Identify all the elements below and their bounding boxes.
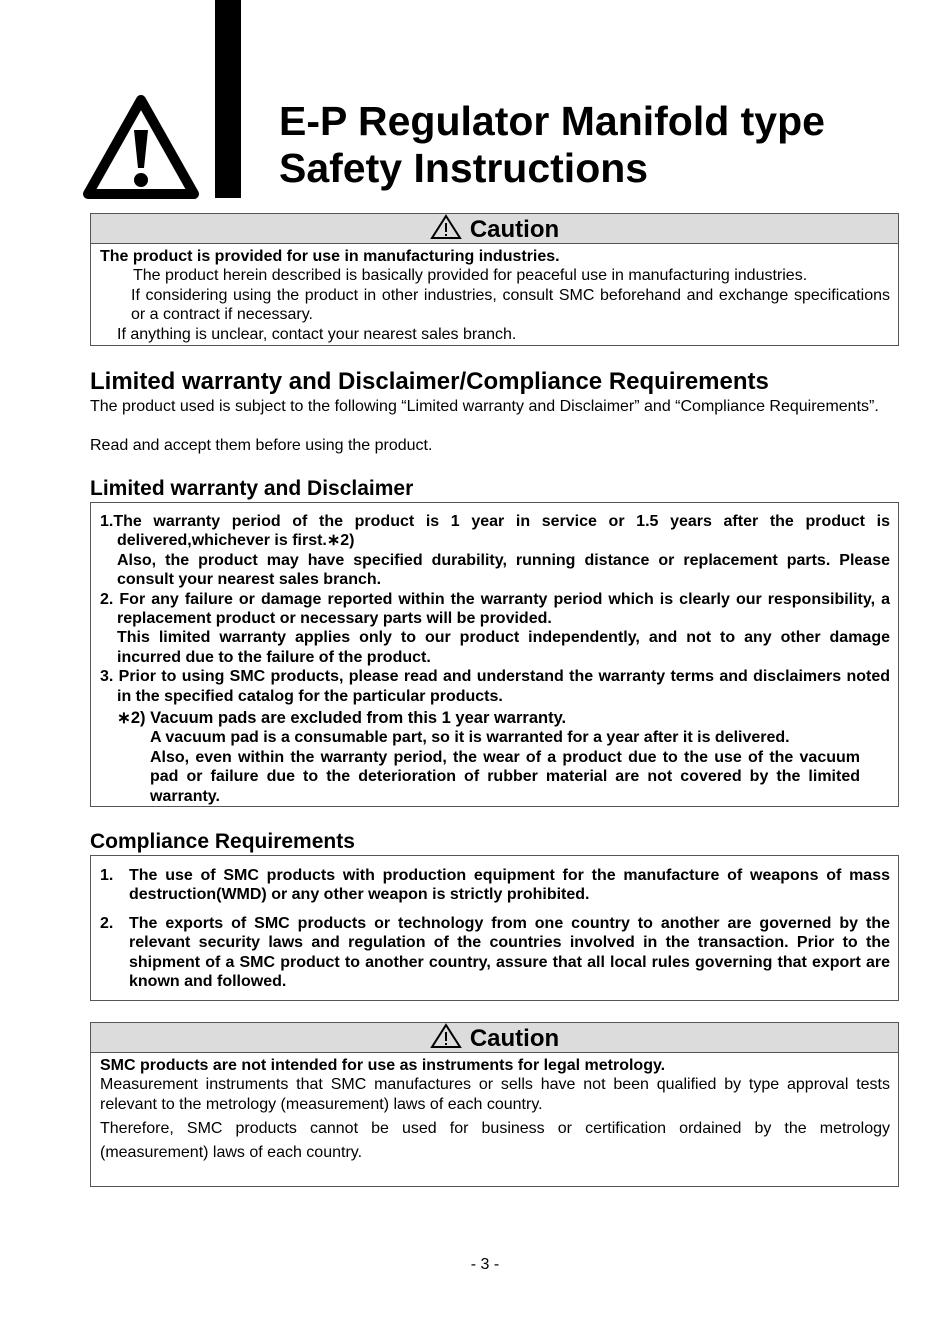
compliance-box [90,855,899,1001]
caution-paragraph: Therefore, SMC products cannot be used for business or certification ordained by the metrology (measurement) laws of each country. [100,1120,890,1162]
section-paragraph: Read and accept them before using the product. [90,437,433,454]
warranty-item: 1.The warranty period of the product is 1 year in service or 1.5 years after the product is delivered,whichever is first.∗2) [100,513,890,550]
caution-line: If anything is unclear, contact your nearest sales branch. [117,325,517,343]
caution-label: Caution [469,216,560,243]
warranty-note: Also, even within the warranty period, the wear of a product due to the use of the vacuum pad or failure due to the deterioration of rubber material are not covered by the limited warranty. [150,748,860,805]
warranty-note: A vacuum pad is a consumable part, so it is warranted for a year after it is delivered. [150,729,790,747]
caution-lead: The product is provided for use in manufacturing industries. [100,248,560,265]
caution-label: Caution [469,1025,560,1052]
warning-triangle-icon [82,94,200,200]
warranty-item-detail: This limited warranty applies only to our product independently, and not to any other damage incurred due to the failure of the product. [117,629,890,666]
warranty-item-detail: Also, the product may have specified durability, running distance or replacement parts. Please consult your nearest sales branch. [117,551,890,589]
section-heading: Limited warranty and Disclaimer/Compliance Requirements [90,368,769,395]
compliance-item: 2. The exports of SMC products or technology from one country to another are governed by the relevant security laws and regulation of the countries involved in the transaction. Prior to the shipment of a SMC product to another country, assure that all local rules governing that export are known and followed. [100,914,890,991]
disclaimer-heading: Limited warranty and Disclaimer [90,477,414,500]
title-line-1: E-P Regulator Manifold type [279,98,825,144]
caution-paragraph: Measurement instruments that SMC manufactures or sells have not been qualified by type approval tests relevant to the metrology (measurement) laws of each country. [100,1076,890,1113]
caution-header [91,1023,898,1053]
page-number: - 3 - [470,1256,500,1273]
header-bar [215,0,241,198]
caution-line: The product herein described is basically provided for peaceful use in manufacturing industries. [133,267,808,285]
disclaimer-box [90,502,899,807]
section-paragraph: The product used is subject to the following “Limited warranty and Disclaimer” and “Compliance Requirements”. [90,398,879,415]
caution-header [91,214,898,244]
caution-box-1 [90,213,899,346]
warning-icon [430,214,462,240]
caution-lead: SMC products are not intended for use as instruments for legal metrology. [100,1057,666,1074]
title-line-2: Safety Instructions [279,145,649,191]
caution-line: If considering using the product in other industries, consult SMC beforehand and exchange specifications or a contract if necessary. [131,286,890,324]
caution-box-2 [90,1022,899,1187]
warranty-item: 2. For any failure or damage reported within the warranty period which is clearly our responsibility, a replacement product or necessary parts will be provided. [100,590,890,628]
warranty-item: 3. Prior to using SMC products, please read and understand the warranty terms and disclaimers noted in the specified catalog for the particular products. [100,668,890,705]
compliance-heading: Compliance Requirements [90,830,355,853]
compliance-item: 1. The use of SMC products with production equipment for the manufacture of weapons of mass destruction(WMD) or any other weapon is strictly prohibited. [100,867,890,904]
warranty-note-heading: ∗2) Vacuum pads are excluded from this 1 year warranty. [117,709,567,728]
warning-icon [430,1023,462,1049]
